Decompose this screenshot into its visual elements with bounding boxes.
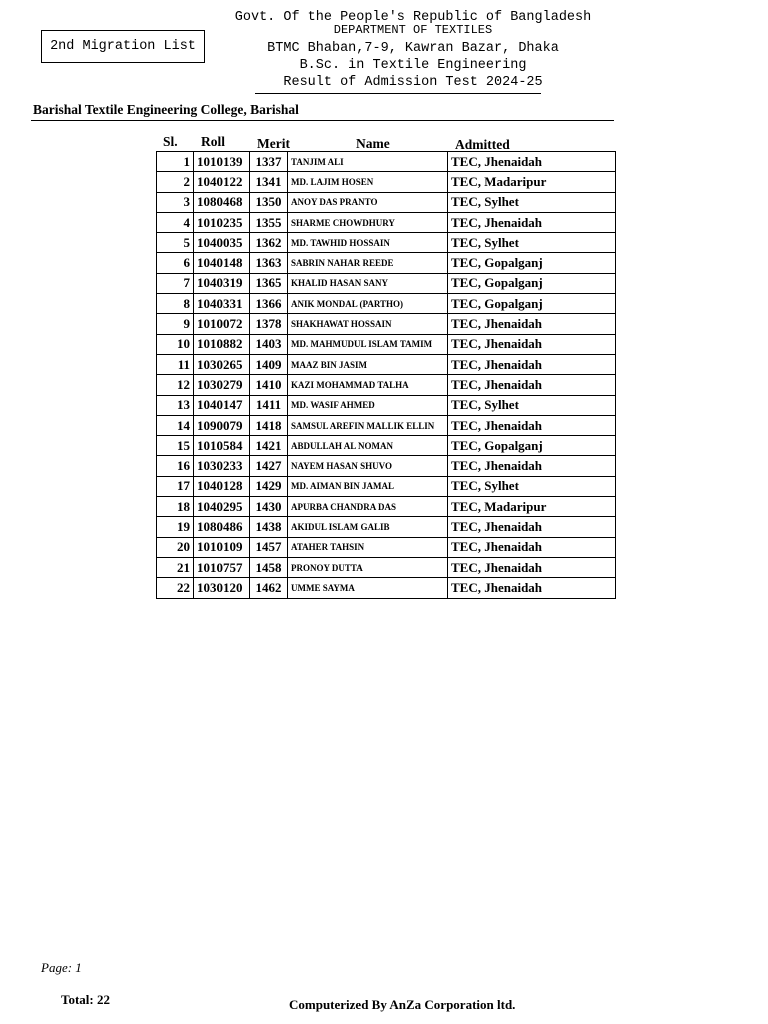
cell-name: ABDULLAH AL NOMAN (288, 436, 448, 456)
cell-roll: 1040319 (194, 273, 250, 293)
cell-admitted: TEC, Sylhet (448, 233, 616, 253)
cell-merit: 1418 (250, 415, 288, 435)
govt-title: Govt. Of the People's Republic of Bangladesh (234, 10, 592, 25)
table-row (157, 497, 616, 517)
cell-roll: 1010757 (194, 557, 250, 577)
table-row (157, 233, 616, 253)
cell-roll: 1040148 (194, 253, 250, 273)
cell-sl: 17 (157, 476, 194, 496)
cell-merit: 1429 (250, 476, 288, 496)
cell-sl: 2 (157, 172, 194, 192)
table-row (157, 253, 616, 273)
cell-merit: 1409 (250, 354, 288, 374)
cell-sl: 10 (157, 334, 194, 354)
cell-merit: 1337 (250, 152, 288, 172)
cell-merit: 1362 (250, 233, 288, 253)
cell-name: APURBA CHANDRA DAS (288, 497, 448, 517)
cell-admitted: TEC, Jhenaidah (448, 517, 616, 537)
cell-admitted: TEC, Jhenaidah (448, 314, 616, 334)
col-header-sl: Sl. (163, 134, 178, 149)
college-name: Barishal Textile Engineering College, Barishal (33, 102, 299, 117)
cell-sl: 6 (157, 253, 194, 273)
cell-sl: 19 (157, 517, 194, 537)
cell-name: SHAKHAWAT HOSSAIN (288, 314, 448, 334)
cell-admitted: TEC, Jhenaidah (448, 334, 616, 354)
cell-admitted: TEC, Jhenaidah (448, 557, 616, 577)
cell-sl: 4 (157, 212, 194, 232)
col-header-name: Name (356, 136, 390, 151)
cell-admitted: TEC, Jhenaidah (448, 212, 616, 232)
cell-merit: 1411 (250, 395, 288, 415)
migration-list-badge: 2nd Migration List (41, 30, 205, 63)
cell-sl: 22 (157, 578, 194, 598)
cell-name: MD. AIMAN BIN JAMAL (288, 476, 448, 496)
cell-name: MAAZ BIN JASIM (288, 354, 448, 374)
table-row (157, 456, 616, 476)
cell-merit: 1430 (250, 497, 288, 517)
address: BTMC Bhaban,7-9, Kawran Bazar, Dhaka (267, 41, 559, 56)
cell-sl: 12 (157, 375, 194, 395)
table-row (157, 294, 616, 314)
migration-table (156, 151, 616, 599)
cell-admitted: TEC, Sylhet (448, 192, 616, 212)
cell-admitted: TEC, Jhenaidah (448, 415, 616, 435)
cell-sl: 20 (157, 537, 194, 557)
cell-admitted: TEC, Jhenaidah (448, 578, 616, 598)
cell-merit: 1350 (250, 192, 288, 212)
cell-name: ANIK MONDAL (PARTHO) (288, 294, 448, 314)
cell-name: MD. WASIF AHMED (288, 395, 448, 415)
cell-merit: 1458 (250, 557, 288, 577)
cell-roll: 1010109 (194, 537, 250, 557)
result-title: Result of Admission Test 2024-25 (283, 75, 543, 90)
cell-merit: 1438 (250, 517, 288, 537)
cell-admitted: TEC, Madaripur (448, 172, 616, 192)
table-row (157, 314, 616, 334)
cell-roll: 1040128 (194, 476, 250, 496)
cell-merit: 1457 (250, 537, 288, 557)
cell-name: ANOY DAS PRANTO (288, 192, 448, 212)
cell-merit: 1403 (250, 334, 288, 354)
col-header-admitted: Admitted (455, 137, 510, 152)
cell-sl: 7 (157, 273, 194, 293)
cell-name: TANJIM ALI (288, 152, 448, 172)
cell-admitted: TEC, Gopalganj (448, 436, 616, 456)
cell-roll: 1040035 (194, 233, 250, 253)
cell-merit: 1363 (250, 253, 288, 273)
page-number: Page: 1 (41, 960, 82, 975)
cell-roll: 1030265 (194, 354, 250, 374)
cell-sl: 5 (157, 233, 194, 253)
cell-admitted: TEC, Gopalganj (448, 294, 616, 314)
cell-roll: 1040147 (194, 395, 250, 415)
cell-roll: 1080468 (194, 192, 250, 212)
table-row (157, 395, 616, 415)
cell-sl: 13 (157, 395, 194, 415)
cell-admitted: TEC, Jhenaidah (448, 375, 616, 395)
credit-line: Computerized By AnZa Corporation ltd. (289, 997, 516, 1012)
cell-name: MD. LAJIM HOSEN (288, 172, 448, 192)
cell-admitted: TEC, Gopalganj (448, 253, 616, 273)
cell-roll: 1010139 (194, 152, 250, 172)
cell-merit: 1421 (250, 436, 288, 456)
table-row (157, 415, 616, 435)
cell-admitted: TEC, Sylhet (448, 476, 616, 496)
table-row (157, 557, 616, 577)
table-row (157, 537, 616, 557)
program-title: B.Sc. in Textile Engineering (299, 58, 527, 73)
cell-roll: 1040295 (194, 497, 250, 517)
cell-roll: 1040122 (194, 172, 250, 192)
cell-merit: 1462 (250, 578, 288, 598)
cell-sl: 11 (157, 354, 194, 374)
cell-name: NAYEM HASAN SHUVO (288, 456, 448, 476)
cell-roll: 1030279 (194, 375, 250, 395)
cell-roll: 1010584 (194, 436, 250, 456)
cell-admitted: TEC, Gopalganj (448, 273, 616, 293)
cell-roll: 1030233 (194, 456, 250, 476)
table-row (157, 172, 616, 192)
cell-name: MD. TAWHID HOSSAIN (288, 233, 448, 253)
cell-merit: 1378 (250, 314, 288, 334)
header-divider (255, 93, 541, 94)
table-row (157, 375, 616, 395)
cell-roll: 1010882 (194, 334, 250, 354)
cell-sl: 16 (157, 456, 194, 476)
cell-name: SAMSUL AREFIN MALLIK ELLIN (288, 415, 448, 435)
cell-merit: 1355 (250, 212, 288, 232)
cell-admitted: TEC, Madaripur (448, 497, 616, 517)
col-header-roll: Roll (201, 134, 226, 149)
cell-sl: 21 (157, 557, 194, 577)
col-header-merit: Merit (257, 136, 290, 151)
cell-roll: 1040331 (194, 294, 250, 314)
table-row (157, 476, 616, 496)
cell-merit: 1427 (250, 456, 288, 476)
cell-sl: 3 (157, 192, 194, 212)
cell-name: UMME SAYMA (288, 578, 448, 598)
cell-sl: 1 (157, 152, 194, 172)
department-title: DEPARTMENT OF TEXTILES (333, 23, 493, 37)
cell-name: KHALID HASAN SANY (288, 273, 448, 293)
table-row (157, 517, 616, 537)
cell-name: KAZI MOHAMMAD TALHA (288, 375, 448, 395)
college-divider (31, 120, 614, 121)
cell-merit: 1410 (250, 375, 288, 395)
cell-roll: 1010235 (194, 212, 250, 232)
cell-merit: 1366 (250, 294, 288, 314)
cell-name: SABRIN NAHAR REEDE (288, 253, 448, 273)
table-row (157, 334, 616, 354)
cell-name: MD. MAHMUDUL ISLAM TAMIM (288, 334, 448, 354)
cell-admitted: TEC, Jhenaidah (448, 456, 616, 476)
cell-roll: 1080486 (194, 517, 250, 537)
cell-roll: 1010072 (194, 314, 250, 334)
cell-admitted: TEC, Sylhet (448, 395, 616, 415)
cell-name: SHARME CHOWDHURY (288, 212, 448, 232)
cell-admitted: TEC, Jhenaidah (448, 354, 616, 374)
cell-sl: 9 (157, 314, 194, 334)
cell-roll: 1090079 (194, 415, 250, 435)
cell-admitted: TEC, Jhenaidah (448, 537, 616, 557)
cell-merit: 1341 (250, 172, 288, 192)
table-row (157, 354, 616, 374)
cell-sl: 18 (157, 497, 194, 517)
cell-sl: 8 (157, 294, 194, 314)
table-row (157, 273, 616, 293)
cell-name: ATAHER TAHSIN (288, 537, 448, 557)
cell-roll: 1030120 (194, 578, 250, 598)
table-row (157, 212, 616, 232)
table-row (157, 578, 616, 598)
cell-name: PRONOY DUTTA (288, 557, 448, 577)
total-count: Total: 22 (61, 992, 110, 1007)
table-body (157, 152, 616, 599)
cell-sl: 15 (157, 436, 194, 456)
table-row (157, 436, 616, 456)
cell-merit: 1365 (250, 273, 288, 293)
table-row (157, 192, 616, 212)
table-row (157, 152, 616, 172)
cell-name: AKIDUL ISLAM GALIB (288, 517, 448, 537)
cell-sl: 14 (157, 415, 194, 435)
cell-admitted: TEC, Jhenaidah (448, 152, 616, 172)
